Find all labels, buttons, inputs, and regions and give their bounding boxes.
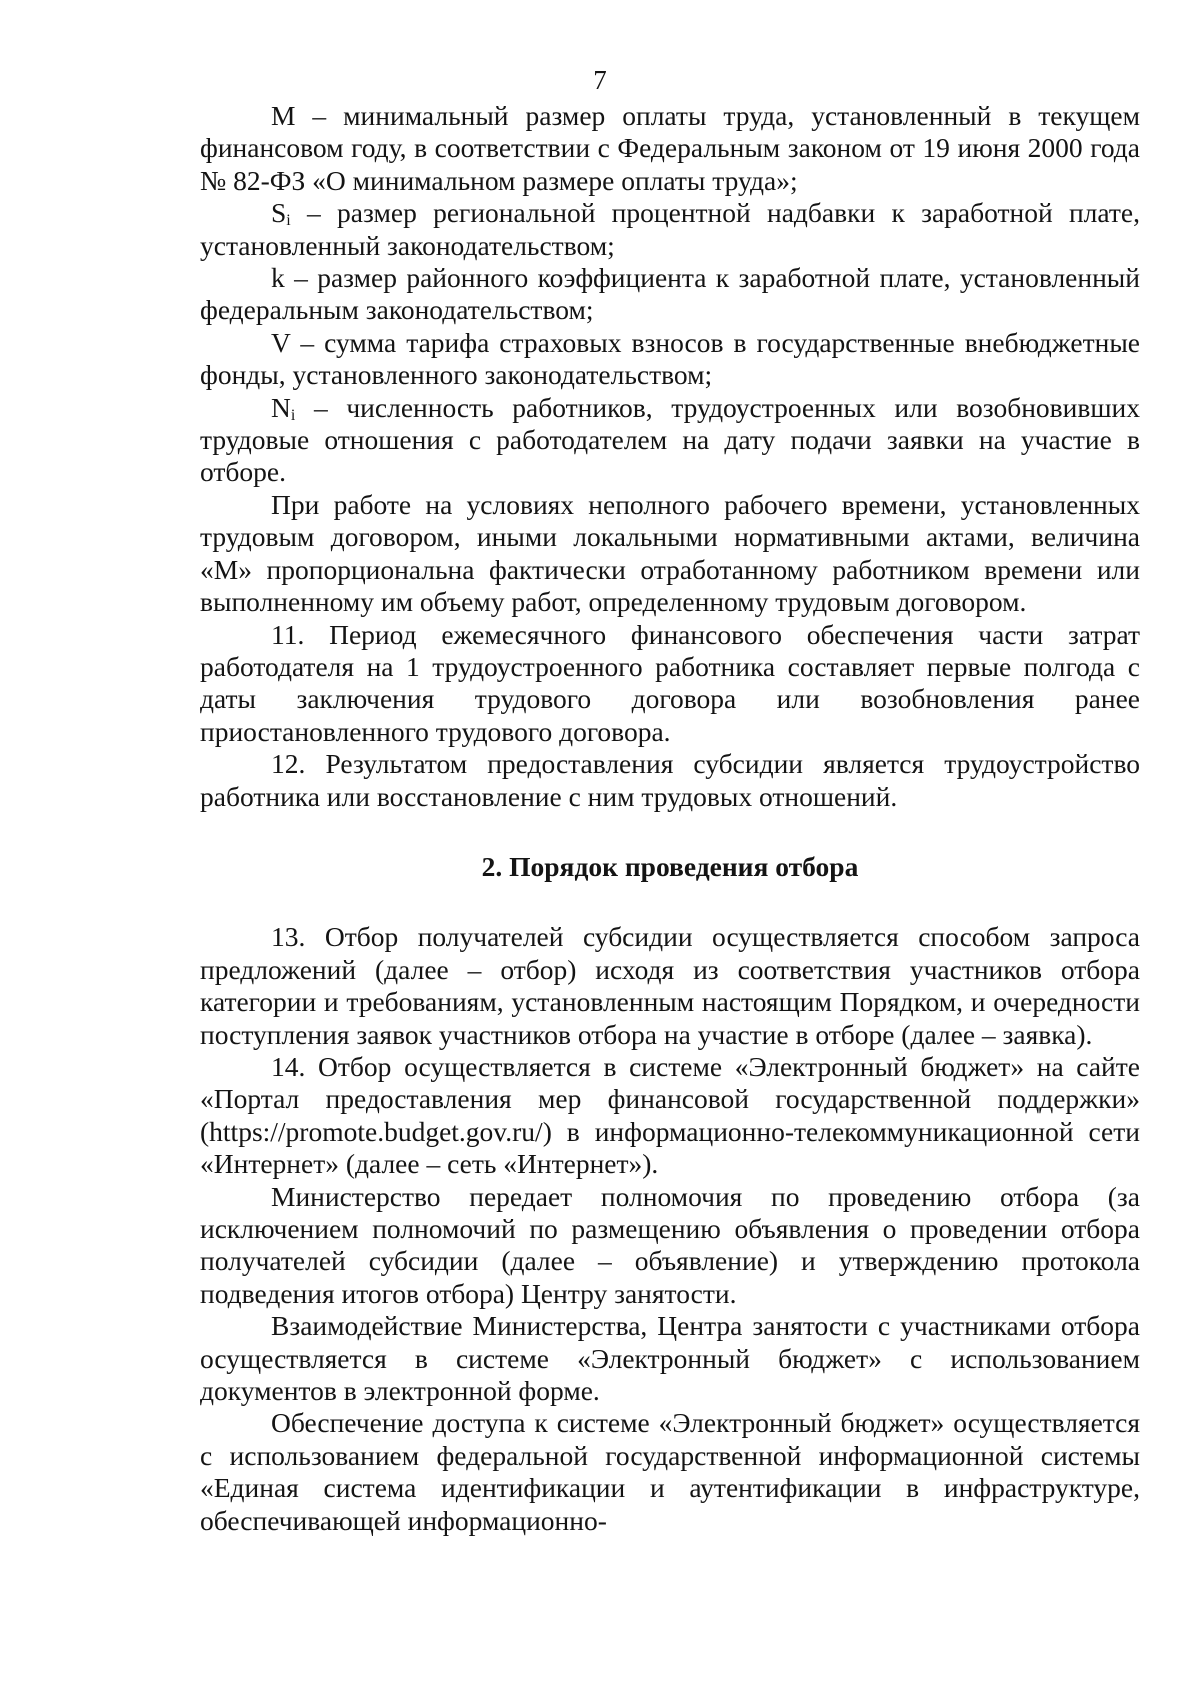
paragraph-text: V – сумма тарифа страховых взносов в государственные внебюджетные фонды, установленного законодательством; [200, 326, 1140, 391]
paragraph-item-11 [200, 619, 1140, 749]
paragraph-si-definition [200, 197, 1140, 262]
paragraph-item-14 [200, 1051, 1140, 1181]
formula-subscript-i: i [286, 212, 291, 230]
paragraph-part-time [200, 489, 1140, 619]
paragraph-text: Министерство передает полномочия по проведению отбора (за исключением полномочий по размещению объявления о проведении отбора получателей субсидии (далее – объявление) и утверждению протокола подведения итогов отбора) Центру занятости. [200, 1180, 1140, 1309]
paragraph-text: При работе на условиях неполного рабочего времени, установленных трудовым договором, иными локальными нормативными актами, величина «М» пропорциональна фактически отработанному работником времени или выполненному им объему работ, определенному трудовым договором. [200, 488, 1140, 618]
formula-symbol-n: N [271, 391, 291, 423]
document-body [200, 100, 1140, 1537]
page-number: 7 [593, 65, 607, 95]
paragraph-ni-definition [200, 392, 1140, 489]
paragraph-v-definition [200, 327, 1140, 392]
paragraph-text: 12. Результатом предоставления субсидии является трудоустройство работника или восстановление с ним трудовых отношений. [200, 748, 1140, 812]
formula-symbol-s: S [271, 197, 287, 229]
section-heading: 2. Порядок проведения отбора [481, 850, 859, 882]
paragraph-text: М – минимальный размер оплаты труда, установленный в текущем финансовом году, в соответствии с Федеральным законом от 19 июня 2000 года № 82-ФЗ «О минимальном размере оплаты труда»; [200, 100, 1140, 196]
paragraph-access [200, 1407, 1140, 1537]
paragraph-text: Обеспечение доступа к системе «Электронный бюджет» осуществляется с использованием федеральной государственной информационной системы «Единая система идентификации и аутентификации в инфраструктуре, обеспечивающей информационно- [200, 1407, 1140, 1536]
paragraph-text: 14. Отбор осуществляется в системе «Электронный бюджет» на сайте «Портал предоставления мер финансовой государственной поддержки» (https://promote.budget.gov.ru/) в информационно-телекоммуникационной сети «Интернет» (далее – сеть «Интернет»). [200, 1050, 1140, 1180]
paragraph-text: 13. Отбор получателей субсидии осуществляется способом запроса предложений (далее – отбор) исходя из соответствия участников отбора категории и требованиям, установленным настоящим Порядком, и очередности поступления заявок участников отбора на участие в отборе (далее – заявка). [200, 921, 1140, 1050]
paragraph-delegation [200, 1181, 1140, 1311]
paragraph-text: – размер региональной процентной надбавки к заработной плате, установленный законодательством; [200, 197, 1140, 261]
paragraph-item-12 [200, 748, 1140, 813]
paragraph-text: Взаимодействие Министерства, Центра занятости с участниками отбора осуществляется в системе «Электронный бюджет» с использованием документов в электронной форме. [200, 1310, 1140, 1407]
paragraph-item-13 [200, 921, 1140, 1051]
paragraph-k-definition [200, 262, 1140, 327]
paragraph-interaction [200, 1310, 1140, 1407]
paragraph-text: – численность работников, трудоустроенных или возобновивших трудовые отношения с работодателем на дату подачи заявки на участие в отборе. [200, 391, 1140, 488]
paragraph-m-definition [200, 100, 1140, 197]
formula-subscript-i: i [290, 406, 296, 424]
paragraph-text: k – размер районного коэффициента к заработной плате, установленный федеральным законодательством; [200, 262, 1140, 326]
paragraph-text: 11. Период ежемесячного финансового обеспечения части затрат работодателя на 1 трудоустроенного работника составляет первые полгода с даты заключения трудового договора или возобновления ранее приостановленного трудового договора. [200, 618, 1140, 747]
